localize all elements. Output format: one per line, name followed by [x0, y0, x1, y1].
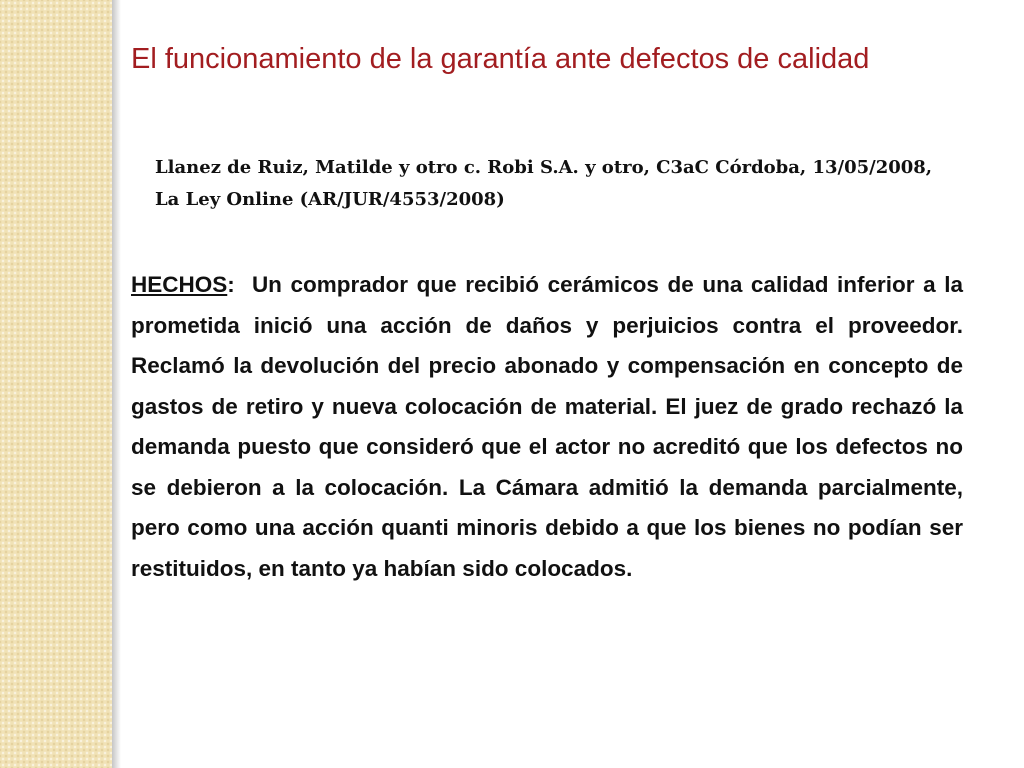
facts-text: Un comprador que recibió cerámicos de una calidad inferior a la prometida inició una acción de daños y perjuicios contra el proveedor. Reclamó la devolución del precio abonado y compensación en concepto de gastos de retiro y nueva colocación de material. El juez de grado rechazó la demanda puesto que consideró que el actor no acreditó que los defectos no se debieron a la colocación. La Cámara admitió la demanda parcialmente, pero como una acción quanti minoris debido a que los bienes no podían ser restituidos, en tanto ya habían sido colocados.	[131, 272, 963, 581]
decorative-side-strip	[0, 0, 112, 768]
facts-paragraph	[131, 265, 963, 589]
hechos-separator: :	[227, 272, 252, 297]
hechos-label: HECHOS	[131, 272, 228, 297]
slide-title: El funcionamiento de la garantía ante defectos de calidad	[131, 43, 870, 75]
side-strip-shadow	[112, 0, 121, 768]
case-citation: Llanez de Ruiz, Matilde y otro c. Robi S.A. y otro, C3aC Córdoba, 13/05/2008, La Ley Online (AR/JUR/4553/2008)	[155, 157, 933, 210]
